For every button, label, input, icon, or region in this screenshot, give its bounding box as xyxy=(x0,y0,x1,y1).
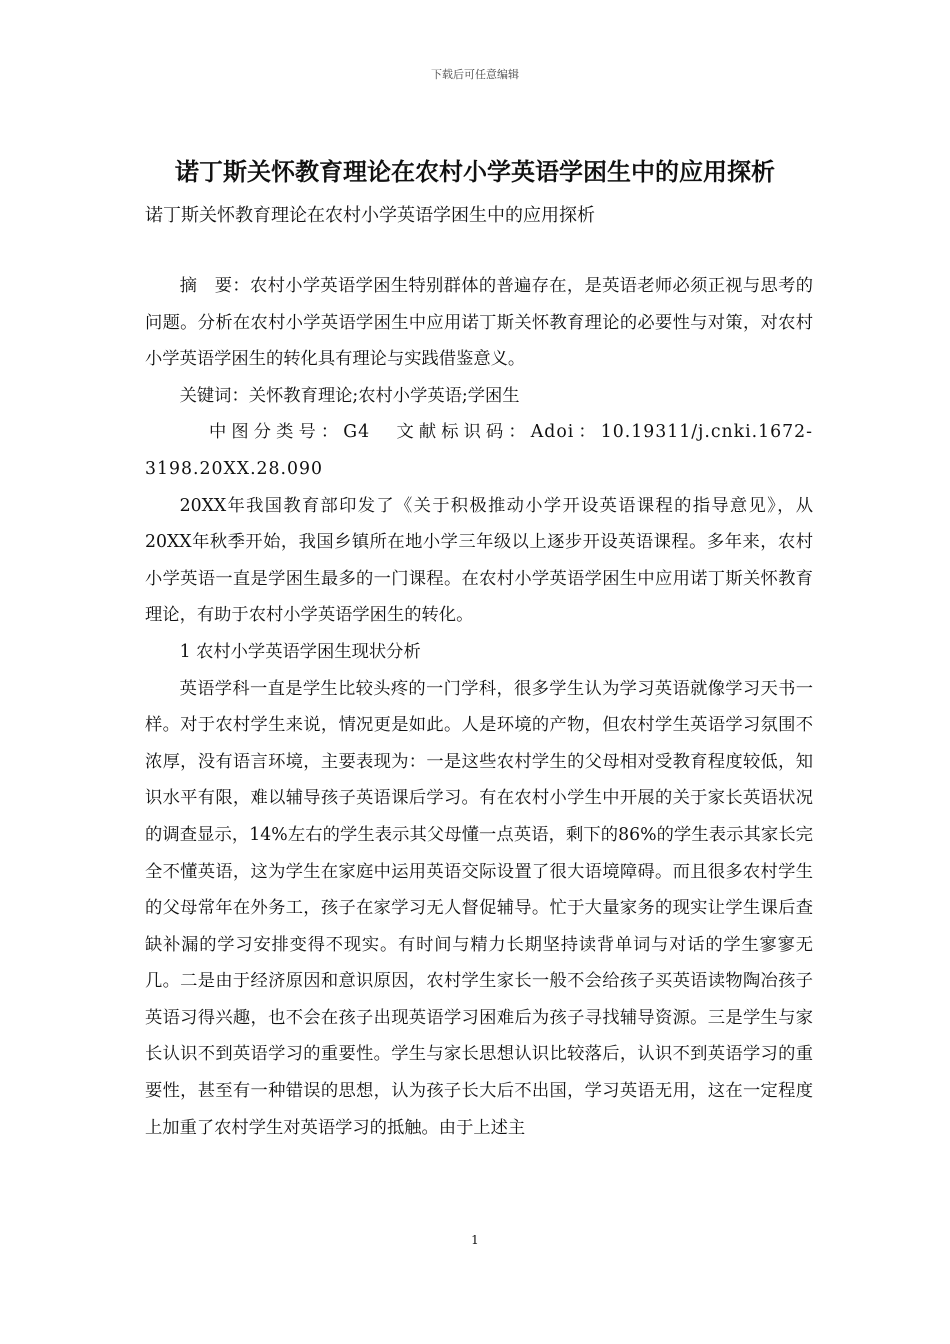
document-subtitle: 诺丁斯关怀教育理论在农村小学英语学困生中的应用探析 xyxy=(145,205,595,226)
document-title: 诺丁斯关怀教育理论在农村小学英语学困生中的应用探析 xyxy=(175,158,775,186)
header-note: 下载后可任意编辑 xyxy=(431,68,519,81)
page-number: 1 xyxy=(471,1233,479,1247)
section-body-paragraph: 英语学科一直是学生比较头疼的一门学科，很多学生认为学习英语就像学习天书一样。对于农村学生来说，情况更是如此。人是环境的产物，但农村学生英语学习氛围不浓厚，没有语言环境，主要表现为：一是这些农村学生的父母相对受教育程度较低，知识水平有限，难以辅导孩子英语课后学习。有在农村小学生中开展的关于家长英语状况的调查显示，14%左右的学生表示其父母懂一点英语，剩下的86%的学生表示其家长完全不懂英语，这为学生在家庭中运用英语交际设置了很大语境障碍。而且很多农村学生的父母常年在外务工，孩子在家学习无人督促辅导。忙于大量家务的现实让学生课后查缺补漏的学习安排变得不现实。有时间与精力长期坚持读背单词与对话的学生寥寥无几。二是由于经济原因和意识原因，农村学生家长一般不会给孩子买英语读物陶冶孩子英语习得兴趣，也不会在孩子出现英语学习困难后为孩子寻找辅导资源。三是学生与家长认识不到英语学习的重要性。学生与家长思想认识比较落后，认识不到英语学习的重要性，甚至有一种错误的思想，认为孩子长大后不出国，学习英语无用，这在一定程度上加重了农村学生对英语学习的抵触。由于上述主 xyxy=(145,678,813,1138)
section-heading: 1 农村小学英语学困生现状分析 xyxy=(179,641,421,662)
classification-paragraph: 中图分类号：G4 文献标识码：Adoi：10.19311/j.cnki.1672-3198.20XX.28.090 xyxy=(145,422,813,479)
keywords-paragraph: 关键词：关怀教育理论;农村小学英语;学困生 xyxy=(179,385,520,406)
abstract-paragraph: 摘 要：农村小学英语学困生特别群体的普遍存在，是英语老师必须正视与思考的问题。分析在农村小学英语学困生中应用诺丁斯关怀教育理论的必要性与对策，对农村小学英语学困生的转化具有理论与实践借鉴意义。 xyxy=(145,276,813,370)
intro-paragraph: 20XX年我国教育部印发了《关于积极推动小学开设英语课程的指导意见》，从20XX年秋季开始，我国乡镇所在地小学三年级以上逐步开设英语课程。多年来，农村小学英语一直是学困生最多的一门课程。在农村小学英语学困生中应用诺丁斯关怀教育理论，有助于农村小学英语学困生的转化。 xyxy=(145,495,813,626)
document-body xyxy=(145,268,813,1146)
